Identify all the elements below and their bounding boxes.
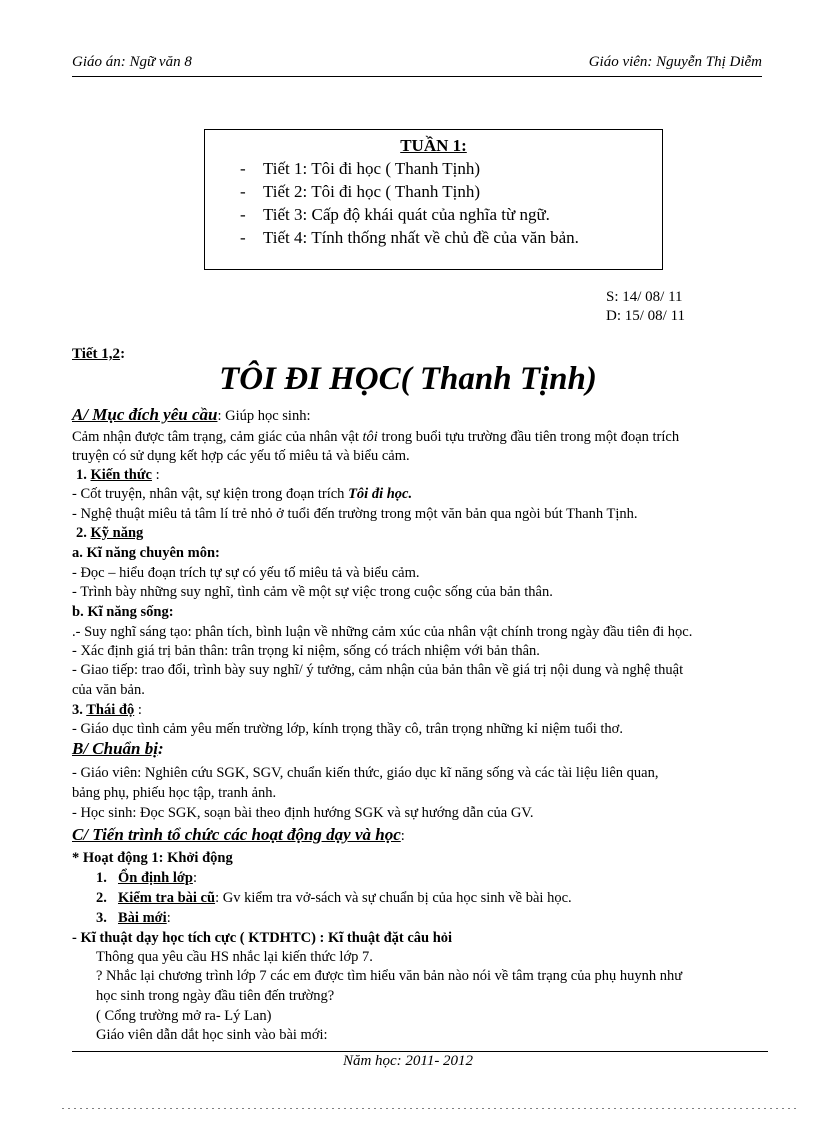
date-s: S: 14/ 08/ 11 [606,289,683,305]
text-line: - Giao tiếp: trao đổi, trình bày suy nghĩ/ ý tưởng, cảm nhận của bản thân về giá trị nội dung và nghệ thuật [72,662,684,678]
week-box [204,129,663,270]
week-item: - Tiết 4: Tính thống nhất về chủ đề của văn bản. [240,228,579,247]
attitude-heading: 3. Thái độ : [72,702,142,718]
dotted-border [60,1107,800,1110]
header-subject: Giáo án: Ngữ văn 8 [72,54,192,70]
text-line: - Giáo viên: Nghiên cứu SGK, SGV, chuẩn kiến thức, giáo dục kĩ năng sống và các tài liệu liên quan, [72,765,659,781]
text-line: bảng phụ, phiếu học tập, tranh ảnh. [72,785,277,801]
section-a-heading: A/ Mục đích yêu cầu: Giúp học sinh: [72,405,311,424]
text-line: truyện có sử dụng kết hợp các yếu tố miêu tả và biểu cảm. [72,448,410,464]
lesson-title: TÔI ĐI HỌC( Thanh Tịnh) [219,361,597,397]
step-line: 2. Kiểm tra bài cũ: Gv kiểm tra vở-sách và sự chuẩn bị của học sinh về bài học. [96,890,572,906]
text-line: - Trình bày những suy nghĩ, tình cảm về một sự việc trong cuộc sống của bản thân. [72,584,553,600]
text-line: - Nghệ thuật miêu tả tâm lí trẻ nhỏ ở tuổi đến trường trong một văn bản qua ngòi bút Thanh Tịnh. [72,506,638,522]
technique-line: - Kĩ thuật dạy học tích cực ( KTDHTC) : Kĩ thuật đặt câu hỏi [72,930,453,946]
text-line: .- Suy nghĩ sáng tạo: phân tích, bình luận về những cảm xúc của nhân vật chính trong ngày đầu tiên đi học. [72,624,693,640]
text-line: Thông qua yêu cầu HS nhắc lại kiến thức lớp 7. [96,949,373,965]
week-title: TUẦN 1: [400,136,467,155]
section-c-heading: C/ Tiến trình tổ chức các hoạt động dạy và học: [72,825,405,844]
skills-sub-heading: b. Kĩ năng sống: [72,604,174,620]
text-line: Giáo viên dẫn dắt học sinh vào bài mới: [96,1027,328,1043]
knowledge-heading: 1. Kiến thức : [76,467,160,483]
footer-rule [72,1051,768,1052]
text-line: ? Nhắc lại chương trình lớp 7 các em được tìm hiểu văn bản nào nói về tâm trạng của phụ huynh như [96,968,683,984]
week-item: - Tiết 1: Tôi đi học ( Thanh Tịnh) [240,159,481,178]
text-line: ( Cổng trường mở ra- Lý Lan) [96,1008,272,1024]
header-teacher: Giáo viên: Nguyễn Thị Diễm [588,54,762,70]
activity-heading: * Hoạt động 1: Khởi động [72,850,233,866]
lesson-label: Tiết 1,2: [72,346,126,362]
text-line: học sinh trong ngày đầu tiên đến trường? [96,988,335,1004]
text-line: của văn bản. [72,682,145,698]
text-line: Cảm nhận được tâm trạng, cảm giác của nhân vật tôi trong buổi tựu trường đầu tiên trong một đoạn trích [72,429,680,445]
text-line: - Đọc – hiểu đoạn trích tự sự có yếu tố miêu tả và biểu cảm. [72,565,420,581]
page-header [72,54,762,77]
text-line: - Cốt truyện, nhân vật, sự kiện trong đoạn trích Tôi đi học. [72,486,413,502]
text-line: - Học sinh: Đọc SGK, soạn bài theo định hướng SGK và sự hướng dẫn của GV. [72,805,534,821]
week-item: - Tiết 3: Cấp độ khái quát của nghĩa từ ngữ. [240,205,550,224]
text-line: - Xác định giá trị bản thân: trân trọng kỉ niệm, sống có trách nhiệm với bản thân. [72,643,540,659]
page-footer: Năm học: 2011- 2012 [342,1053,474,1069]
step-line: 1. Ổn định lớp: [96,870,197,886]
skills-sub-heading: a. Kĩ năng chuyên môn: [72,545,220,561]
text-line: - Giáo dục tình cảm yêu mến trường lớp, kính trọng thầy cô, trân trọng những kỉ niệm tuổi thơ. [72,721,623,737]
step-line: 3. Bài mới: [96,910,171,926]
week-item: - Tiết 2: Tôi đi học ( Thanh Tịnh) [240,182,481,201]
date-d: D: 15/ 08/ 11 [606,308,686,324]
skills-heading: 2. Kỹ năng [76,525,144,541]
section-b-heading: B/ Chuẩn bị: [72,739,164,758]
